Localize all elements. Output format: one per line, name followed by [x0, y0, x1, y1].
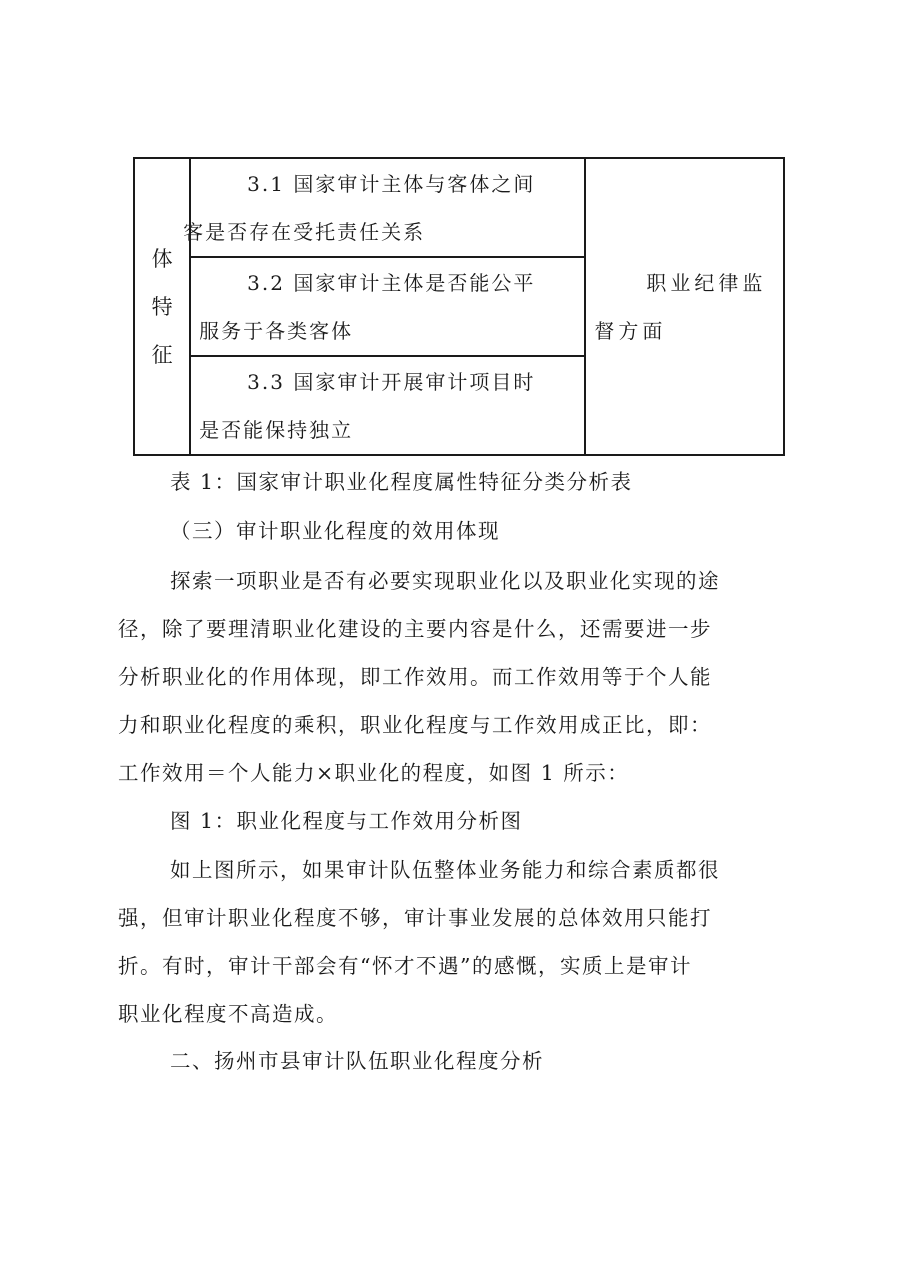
- attribute-table: [133, 157, 785, 456]
- paragraph-line: 如上图所示，如果审计队伍整体业务能力和综合素质都很: [170, 858, 720, 882]
- table-cell-line: 3.3 国家审计开展审计项目时: [247, 369, 536, 394]
- paragraph-line: 探索一项职业是否有必要实现职业化以及职业化实现的途: [170, 569, 720, 593]
- table-row-cell: [190, 257, 585, 356]
- table-cell-line: 督方面: [594, 318, 667, 343]
- paragraph-line: 折。有时，审计干部会有“怀才不遇”的感慨，实质上是审计: [118, 954, 692, 978]
- category-char: 特: [151, 294, 173, 319]
- section-heading: 二、扬州市县审计队伍职业化程度分析: [170, 1049, 544, 1073]
- paragraph-line: 径，除了要理清职业化建设的主要内容是什么，还需要进一步: [118, 617, 712, 641]
- figure-caption: 图 1：职业化程度与工作效用分析图: [170, 809, 523, 833]
- paragraph: [118, 557, 798, 797]
- table-cell-line: 职业纪律监: [646, 270, 767, 295]
- table-caption: 表 1：国家审计职业化程度属性特征分类分析表: [170, 470, 633, 494]
- table-cell-line: 是否能保持独立: [199, 417, 354, 442]
- table-cell-line: 客是否存在受托责任关系: [183, 219, 426, 244]
- paragraph: [118, 846, 798, 1038]
- table-aspect-cell: [585, 158, 784, 455]
- paragraph-line: 力和职业化程度的乘积，职业化程度与工作效用成正比，即：: [118, 713, 712, 737]
- table-row-cell: [183, 158, 585, 257]
- table-cell-line: 3.1 国家审计主体与客体之间: [247, 171, 536, 196]
- paragraph-line: 强，但审计职业化程度不够，审计事业发展的总体效用只能打: [118, 906, 712, 930]
- category-char: 体: [151, 246, 173, 271]
- table-row-cell: [190, 356, 585, 455]
- paragraph-line: 分析职业化的作用体现，即工作效用。而工作效用等于个人能: [118, 665, 712, 689]
- table-category-cell: [134, 158, 190, 455]
- paragraph-line: 职业化程度不高造成。: [118, 1002, 338, 1026]
- category-char: 征: [151, 342, 173, 367]
- section-heading: （三）审计职业化程度的效用体现: [170, 519, 500, 543]
- table-cell-line: 服务于各类客体: [199, 318, 354, 343]
- table-cell-line: 3.2 国家审计主体是否能公平: [247, 270, 536, 295]
- paragraph-line: 工作效用＝个人能力×职业化的程度，如图 1 所示：: [118, 761, 630, 785]
